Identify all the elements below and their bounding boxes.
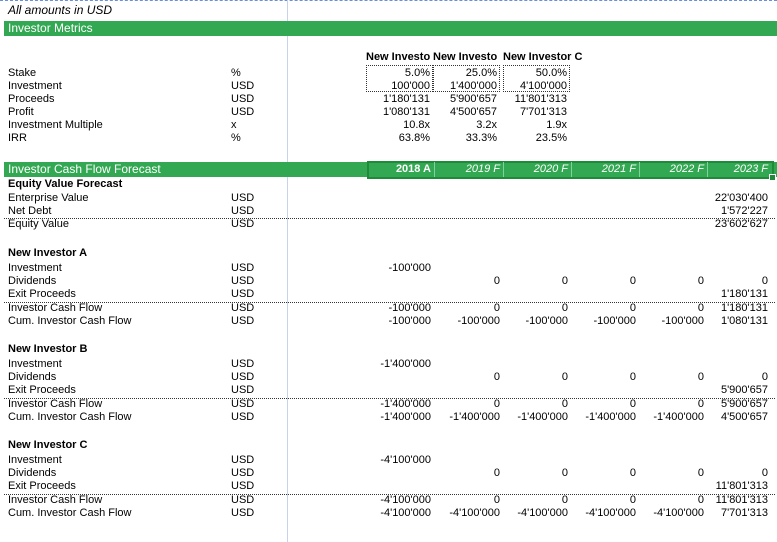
investor-2-row-1-value-cell[interactable]: 0 xyxy=(761,467,768,479)
investor-1-row-2-label: Exit Proceeds xyxy=(8,384,76,396)
investor-section-title: New Investor A xyxy=(8,247,88,259)
investor-2-row-3-unit: USD xyxy=(231,494,255,506)
metrics-header-0: New Investo xyxy=(366,51,431,63)
investor-0-row-1-value-cell[interactable]: 0 xyxy=(697,275,704,287)
investor-cash-flow-divider xyxy=(4,302,775,303)
metric-value-cell[interactable]: 5.0% xyxy=(404,67,430,79)
investor-2-row-0-unit: USD xyxy=(231,454,255,466)
investor-1-row-0-value-cell[interactable]: -1'400'000 xyxy=(380,358,431,370)
equity-row-0-value-cell[interactable]: 22'030'400 xyxy=(714,192,768,204)
equity-row-1-value-cell[interactable]: 1'572'227 xyxy=(720,205,768,217)
investor-0-row-4-value-cell[interactable]: -100'000 xyxy=(457,315,500,327)
equity-row-2-value-cell[interactable]: 23'602'627 xyxy=(714,218,768,230)
investor-2-row-0-label: Investment xyxy=(8,454,62,466)
metric-label-0: Stake xyxy=(8,67,37,79)
investor-1-row-3-value-cell[interactable]: 0 xyxy=(697,398,704,410)
investor-0-row-2-unit: USD xyxy=(231,288,255,300)
investor-1-row-0-unit: USD xyxy=(231,358,255,370)
investor-0-row-4-value-cell[interactable]: -100'000 xyxy=(388,315,431,327)
investor-0-row-4-label: Cum. Investor Cash Flow xyxy=(8,315,132,327)
metric-value-cell[interactable]: 63.8% xyxy=(398,132,430,144)
input-cell-border xyxy=(366,65,433,92)
investor-2-row-3-label: Investor Cash Flow xyxy=(8,494,103,506)
metric-value-cell[interactable]: 7'701'313 xyxy=(519,106,567,118)
investor-2-row-4-value-cell[interactable]: 7'701'313 xyxy=(720,507,768,519)
investor-0-row-3-label: Investor Cash Flow xyxy=(8,302,103,314)
metric-unit-5: % xyxy=(231,132,241,144)
input-cell-border xyxy=(503,65,570,92)
investor-0-row-2-value-cell[interactable]: 1'180'131 xyxy=(720,288,768,300)
metric-unit-1: USD xyxy=(231,80,255,92)
metric-value-cell[interactable]: 100'000 xyxy=(391,80,430,92)
investor-metrics-title: Investor Metrics xyxy=(8,21,93,35)
investor-1-row-1-value-cell[interactable]: 0 xyxy=(761,371,768,383)
investor-0-row-3-value-cell[interactable]: 0 xyxy=(493,302,500,314)
investor-2-row-4-value-cell[interactable]: -4'100'000 xyxy=(653,507,704,519)
investor-section-title: New Investor C xyxy=(8,439,88,451)
investor-metrics-header-band xyxy=(4,21,777,36)
year-header-5[interactable]: 2023 F xyxy=(733,163,768,175)
metric-unit-4: x xyxy=(231,119,237,131)
investor-1-row-4-value-cell[interactable]: -1'400'000 xyxy=(653,411,704,423)
metrics-header-1: New Investo xyxy=(433,51,498,63)
equity-row-0-label: Enterprise Value xyxy=(8,192,89,204)
equity-section-title: Equity Value Forecast xyxy=(8,178,123,190)
investor-0-row-3-value-cell[interactable]: 0 xyxy=(697,302,704,314)
investor-1-row-3-label: Investor Cash Flow xyxy=(8,398,103,410)
investor-2-row-3-value-cell[interactable]: -4'100'000 xyxy=(380,494,431,506)
investor-0-row-1-value-cell[interactable]: 0 xyxy=(561,275,568,287)
investor-2-row-1-value-cell[interactable]: 0 xyxy=(697,467,704,479)
cash-flow-forecast-title: Investor Cash Flow Forecast xyxy=(8,162,161,176)
investor-0-row-3-value-cell[interactable]: 1'180'131 xyxy=(720,302,768,314)
investor-1-row-3-value-cell[interactable]: -1'400'000 xyxy=(380,398,431,410)
investor-0-row-1-value-cell[interactable]: 0 xyxy=(629,275,636,287)
metric-label-4: Investment Multiple xyxy=(8,119,103,131)
metric-value-cell[interactable]: 50.0% xyxy=(535,67,567,79)
investor-0-row-3-value-cell[interactable]: -100'000 xyxy=(388,302,431,314)
investor-0-row-4-value-cell[interactable]: -100'000 xyxy=(661,315,704,327)
investor-0-row-3-unit: USD xyxy=(231,302,255,314)
investor-0-row-1-unit: USD xyxy=(231,275,255,287)
selection-fill-handle[interactable] xyxy=(769,174,776,181)
year-header-3[interactable]: 2021 F xyxy=(601,163,636,175)
investor-1-row-1-unit: USD xyxy=(231,371,255,383)
investor-0-row-1-value-cell[interactable]: 0 xyxy=(761,275,768,287)
metric-value-cell[interactable]: 4'100'000 xyxy=(519,80,567,92)
metric-label-5: IRR xyxy=(8,132,27,144)
investor-2-row-4-unit: USD xyxy=(231,507,255,519)
investor-2-row-0-value-cell[interactable]: -4'100'000 xyxy=(380,454,431,466)
investor-0-row-0-value-cell[interactable]: -100'000 xyxy=(388,262,431,274)
year-header-2[interactable]: 2020 F xyxy=(533,163,568,175)
column-guide-line xyxy=(287,0,288,542)
year-cell-divider xyxy=(639,162,640,177)
investor-section-title: New Investor B xyxy=(8,343,88,355)
year-header-4[interactable]: 2022 F xyxy=(669,163,704,175)
investor-2-row-1-value-cell[interactable]: 0 xyxy=(561,467,568,479)
investor-1-row-0-label: Investment xyxy=(8,358,62,370)
investor-0-row-3-value-cell[interactable]: 0 xyxy=(561,302,568,314)
metric-value-cell[interactable]: 1'400'000 xyxy=(449,80,497,92)
equity-row-2-label: Equity Value xyxy=(8,218,69,230)
equity-row-2-unit: USD xyxy=(231,218,255,230)
metric-value-cell[interactable]: 3.2x xyxy=(476,119,497,131)
metric-label-3: Profit xyxy=(8,106,34,118)
equity-row-1-label: Net Debt xyxy=(8,205,52,217)
investor-0-row-4-unit: USD xyxy=(231,315,255,327)
investor-2-row-4-label: Cum. Investor Cash Flow xyxy=(8,507,132,519)
metric-value-cell[interactable]: 23.5% xyxy=(535,132,567,144)
investor-1-row-4-label: Cum. Investor Cash Flow xyxy=(8,411,132,423)
equity-row-0-unit: USD xyxy=(231,192,255,204)
investor-0-row-4-value-cell[interactable]: -100'000 xyxy=(525,315,568,327)
investor-1-row-3-unit: USD xyxy=(231,398,255,410)
investor-1-row-4-value-cell[interactable]: -1'400'000 xyxy=(585,411,636,423)
investor-2-row-4-value-cell[interactable]: -4'100'000 xyxy=(517,507,568,519)
investor-1-row-3-value-cell[interactable]: 5'900'657 xyxy=(720,398,768,410)
metric-unit-2: USD xyxy=(231,93,255,105)
investor-1-row-4-value-cell[interactable]: -1'400'000 xyxy=(380,411,431,423)
metric-label-1: Investment xyxy=(8,80,62,92)
metric-value-cell[interactable]: 1'080'131 xyxy=(382,106,430,118)
equity-row-1-unit: USD xyxy=(231,205,255,217)
investor-1-row-1-value-cell[interactable]: 0 xyxy=(629,371,636,383)
investor-2-row-4-value-cell[interactable]: -4'100'000 xyxy=(585,507,636,519)
investor-1-row-1-value-cell[interactable]: 0 xyxy=(493,371,500,383)
metric-unit-0: % xyxy=(231,67,241,79)
investor-2-row-2-label: Exit Proceeds xyxy=(8,480,76,492)
investor-2-row-1-unit: USD xyxy=(231,467,255,479)
metric-value-cell[interactable]: 33.3% xyxy=(465,132,497,144)
investor-0-row-0-unit: USD xyxy=(231,262,255,274)
investor-2-row-4-value-cell[interactable]: -4'100'000 xyxy=(380,507,431,519)
investor-0-row-1-label: Dividends xyxy=(8,275,57,287)
metric-value-cell[interactable]: 11'801'313 xyxy=(514,93,567,105)
investor-2-row-3-value-cell[interactable]: 11'801'313 xyxy=(715,494,768,506)
investor-0-row-0-label: Investment xyxy=(8,262,62,274)
investor-1-row-4-value-cell[interactable]: 4'500'657 xyxy=(720,411,768,423)
metric-value-cell[interactable]: 1'180'131 xyxy=(382,93,430,105)
investor-0-row-3-value-cell[interactable]: 0 xyxy=(629,302,636,314)
input-cell-border xyxy=(433,65,500,92)
investor-2-row-4-value-cell[interactable]: -4'100'000 xyxy=(449,507,500,519)
investor-1-row-3-value-cell[interactable]: 0 xyxy=(561,398,568,410)
year-header-0[interactable]: 2018 A xyxy=(395,163,431,175)
metric-label-2: Proceeds xyxy=(8,93,55,105)
investor-2-row-3-value-cell[interactable]: 0 xyxy=(629,494,636,506)
investor-2-row-2-value-cell[interactable]: 11'801'313 xyxy=(715,480,768,492)
metric-value-cell[interactable]: 25.0% xyxy=(465,67,497,79)
investor-1-row-1-value-cell[interactable]: 0 xyxy=(561,371,568,383)
year-cell-divider xyxy=(434,162,435,177)
investor-2-row-3-value-cell[interactable]: 0 xyxy=(561,494,568,506)
metric-value-cell[interactable]: 1.9x xyxy=(546,119,567,131)
investor-0-row-4-value-cell[interactable]: 1'080'131 xyxy=(720,315,768,327)
investor-1-row-4-unit: USD xyxy=(231,411,255,423)
investor-2-row-1-value-cell[interactable]: 0 xyxy=(493,467,500,479)
metric-value-cell[interactable]: 4'500'657 xyxy=(449,106,497,118)
investor-0-row-1-value-cell[interactable]: 0 xyxy=(493,275,500,287)
investor-0-row-2-label: Exit Proceeds xyxy=(8,288,76,300)
investor-1-row-1-label: Dividends xyxy=(8,371,57,383)
equity-total-divider xyxy=(4,218,775,219)
investor-1-row-3-value-cell[interactable]: 0 xyxy=(493,398,500,410)
investor-1-row-3-value-cell[interactable]: 0 xyxy=(629,398,636,410)
metric-unit-3: USD xyxy=(231,106,255,118)
investor-0-row-4-value-cell[interactable]: -100'000 xyxy=(593,315,636,327)
investor-1-row-4-value-cell[interactable]: -1'400'000 xyxy=(449,411,500,423)
year-cell-divider xyxy=(707,162,708,177)
year-header-1[interactable]: 2019 F xyxy=(465,163,500,175)
metrics-header-2: New Investor C xyxy=(503,51,583,63)
investor-1-row-4-value-cell[interactable]: -1'400'000 xyxy=(517,411,568,423)
investor-2-row-1-label: Dividends xyxy=(8,467,57,479)
metric-value-cell[interactable]: 10.8x xyxy=(403,119,430,131)
investor-2-row-1-value-cell[interactable]: 0 xyxy=(629,467,636,479)
investor-2-row-3-value-cell[interactable]: 0 xyxy=(493,494,500,506)
currency-note: All amounts in USD xyxy=(8,3,113,17)
sheet-top-border xyxy=(0,0,777,1)
metric-value-cell[interactable]: 5'900'657 xyxy=(449,93,497,105)
investor-cash-flow-divider xyxy=(4,494,775,495)
investor-1-row-2-unit: USD xyxy=(231,384,255,396)
investor-1-row-2-value-cell[interactable]: 5'900'657 xyxy=(720,384,768,396)
year-cell-divider xyxy=(571,162,572,177)
investor-1-row-1-value-cell[interactable]: 0 xyxy=(697,371,704,383)
investor-2-row-3-value-cell[interactable]: 0 xyxy=(697,494,704,506)
investor-2-row-2-unit: USD xyxy=(231,480,255,492)
investor-cash-flow-divider xyxy=(4,398,775,399)
year-cell-divider xyxy=(503,162,504,177)
